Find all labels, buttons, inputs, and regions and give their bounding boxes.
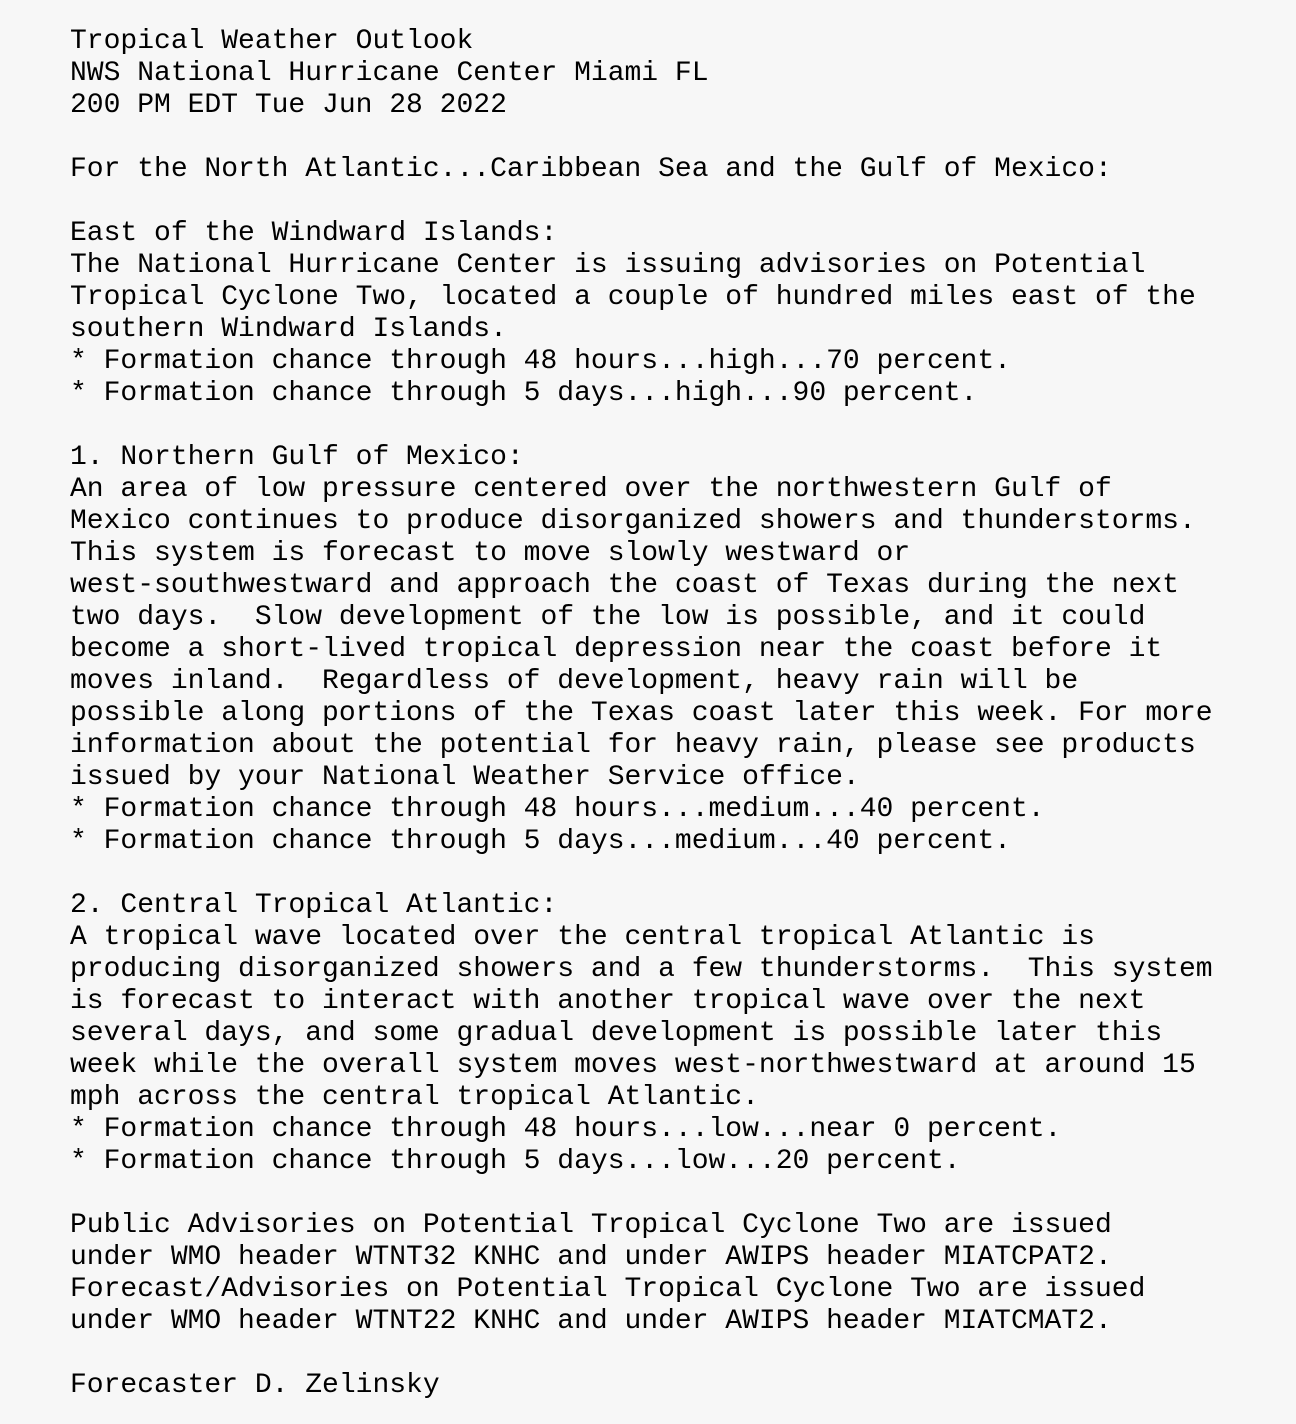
section-heading: 1. Northern Gulf of Mexico: xyxy=(70,442,524,473)
body-line: Mexico continues to produce disorganized showers and thunderstorms. xyxy=(70,506,1196,537)
body-line: The National Hurricane Center is issuing advisories on Potential xyxy=(70,250,1146,281)
blank-line xyxy=(70,122,1276,154)
advisory-header-line: under WMO header WTNT22 KNHC and under AWIPS header MIATCMAT2. xyxy=(70,1306,1112,1337)
body-line: possible along portions of the Texas coast later this week. For more xyxy=(70,698,1213,729)
formation-chance-5day-line: * Formation chance through 5 days...medium...40 percent. xyxy=(70,826,1011,857)
advisory-header-line: Public Advisories on Potential Tropical Cyclone Two are issued xyxy=(70,1210,1112,1241)
product-title: Tropical Weather Outlook xyxy=(70,26,474,57)
section-heading: East of the Windward Islands: xyxy=(70,218,558,249)
blank-line xyxy=(70,410,1276,442)
formation-chance-5day-line: * Formation chance through 5 days...low...20 percent. xyxy=(70,1146,961,1177)
issuing-office-line: NWS National Hurricane Center Miami FL xyxy=(70,58,709,89)
body-line: A tropical wave located over the central tropical Atlantic is xyxy=(70,922,1095,953)
body-line: Tropical Cyclone Two, located a couple of hundred miles east of the xyxy=(70,282,1196,313)
advisory-header-line: under WMO header WTNT32 KNHC and under AWIPS header MIATCPAT2. xyxy=(70,1242,1112,1273)
blank-line xyxy=(70,1338,1276,1370)
body-line: moves inland. Regardless of development, heavy rain will be xyxy=(70,666,1079,697)
formation-chance-48h-line: * Formation chance through 48 hours...high...70 percent. xyxy=(70,346,1011,377)
formation-chance-48h-line: * Formation chance through 48 hours...low...near 0 percent. xyxy=(70,1114,1062,1145)
forecaster-signature: Forecaster D. Zelinsky xyxy=(70,1370,440,1401)
blank-line xyxy=(70,186,1276,218)
body-line: producing disorganized showers and a few thunderstorms. This system xyxy=(70,954,1213,985)
scope-line: For the North Atlantic...Caribbean Sea and the Gulf of Mexico: xyxy=(70,154,1112,185)
body-line: is forecast to interact with another tropical wave over the next xyxy=(70,986,1146,1017)
section-heading: 2. Central Tropical Atlantic: xyxy=(70,890,558,921)
body-line: west-southwestward and approach the coast of Texas during the next xyxy=(70,570,1179,601)
body-line: This system is forecast to move slowly westward or xyxy=(70,538,911,569)
formation-chance-48h-line: * Formation chance through 48 hours...medium...40 percent. xyxy=(70,794,1045,825)
body-line: An area of low pressure centered over the northwestern Gulf of xyxy=(70,474,1112,505)
body-line: two days. Slow development of the low is possible, and it could xyxy=(70,602,1146,633)
body-line: several days, and some gradual development is possible later this xyxy=(70,1018,1163,1049)
issue-datetime-line: 200 PM EDT Tue Jun 28 2022 xyxy=(70,90,507,121)
formation-chance-5day-line: * Formation chance through 5 days...high...90 percent. xyxy=(70,378,978,409)
body-line: become a short-lived tropical depression near the coast before it xyxy=(70,634,1163,665)
body-line: mph across the central tropical Atlantic. xyxy=(70,1082,759,1113)
body-line: southern Windward Islands. xyxy=(70,314,507,345)
body-line: issued by your National Weather Service office. xyxy=(70,762,860,793)
body-line: week while the overall system moves west-northwestward at around 15 xyxy=(70,1050,1196,1081)
body-line: information about the potential for heavy rain, please see products xyxy=(70,730,1196,761)
blank-line xyxy=(70,1178,1276,1210)
blank-line xyxy=(70,858,1276,890)
advisory-header-line: Forecast/Advisories on Potential Tropical Cyclone Two are issued xyxy=(70,1274,1146,1305)
